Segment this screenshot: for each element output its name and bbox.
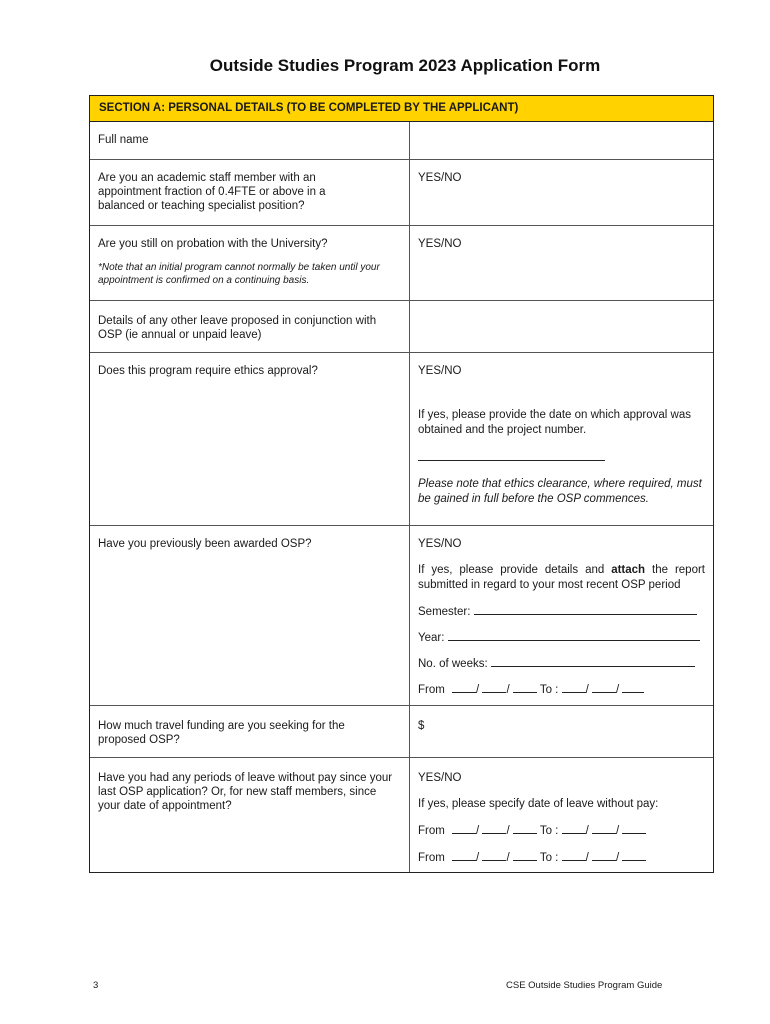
footer-guide-title: CSE Outside Studies Program Guide: [506, 980, 663, 991]
row-probation: [90, 226, 713, 301]
previous-osp-label: Have you previously been awarded OSP?: [90, 526, 410, 705]
lwp-from-label-2: From: [418, 852, 445, 864]
lwp-label: Have you had any periods of leave without pay since your last OSP application? Or, for new staff members, since your date of appointment?: [90, 758, 410, 872]
lwp1-from-year-field[interactable]: [513, 823, 537, 834]
lwp-to-label-1: To :: [539, 825, 559, 837]
year-label: Year:: [418, 632, 445, 644]
ethics-label: Does this program require ethics approval?: [90, 353, 410, 525]
weeks-field[interactable]: [491, 656, 695, 667]
lwp-cell: [410, 758, 713, 872]
row-previous-osp: [90, 526, 713, 706]
probation-cell: [90, 226, 410, 300]
semester-line: [418, 604, 705, 619]
ethics-cell: [410, 353, 713, 525]
other-leave-label: Details of any other leave proposed in conjunction with OSP (ie annual or unpaid leave): [90, 301, 410, 352]
lwp1-to-day-field[interactable]: [562, 823, 586, 834]
lwp-to-label-2: To :: [539, 852, 559, 864]
row-academic-staff: [90, 160, 713, 226]
to-label: To :: [539, 684, 559, 696]
probation-answer[interactable]: YES/NO: [418, 238, 462, 250]
year-field[interactable]: [448, 630, 700, 641]
to-month-field[interactable]: [592, 682, 616, 693]
row-ethics: [90, 353, 713, 526]
row-travel: [90, 706, 713, 758]
lwp2-to-day-field[interactable]: [562, 850, 586, 861]
lwp1-from-month-field[interactable]: [482, 823, 506, 834]
ethics-project-number-field[interactable]: [418, 450, 605, 461]
application-form: [89, 95, 714, 873]
full-name-label: Full name: [90, 122, 410, 159]
probation-note: *Note that an initial program cannot normally be taken until your appointment is confirmed on a continuing basis.: [98, 262, 380, 286]
to-day-field[interactable]: [562, 682, 586, 693]
from-label: From: [418, 684, 445, 696]
lwp1-from-day-field[interactable]: [452, 823, 476, 834]
previous-osp-cell: [410, 526, 713, 705]
lwp2-to-month-field[interactable]: [592, 850, 616, 861]
lwp1-to-year-field[interactable]: [622, 823, 646, 834]
full-name-field[interactable]: [410, 122, 713, 159]
osp-date-range: From / / To : / /: [418, 682, 705, 697]
from-month-field[interactable]: [482, 682, 506, 693]
weeks-line: [418, 656, 705, 671]
section-header: SECTION A: PERSONAL DETAILS (TO BE COMPLETED BY THE APPLICANT): [90, 96, 713, 122]
lwp-from-label-1: From: [418, 825, 445, 837]
ethics-if-yes: If yes, please provide the date on which approval was obtained and the project number.: [418, 409, 691, 436]
lwp2-from-month-field[interactable]: [482, 850, 506, 861]
form-title: Outside Studies Program 2023 Application Form: [209, 56, 601, 75]
ethics-note: Please note that ethics clearance, where required, must be gained in full before the OSP commences.: [418, 478, 702, 505]
row-full-name: [90, 122, 713, 160]
ethics-answer[interactable]: YES/NO: [418, 365, 462, 377]
academic-staff-answer[interactable]: YES/NO: [418, 172, 462, 184]
previous-osp-answer[interactable]: YES/NO: [418, 538, 462, 550]
weeks-label: No. of weeks:: [418, 658, 488, 670]
lwp-date-range-2: From / / To : / /: [418, 850, 705, 865]
row-leave-without-pay: [90, 758, 713, 872]
to-year-field[interactable]: [622, 682, 644, 693]
lwp-date-range-1: From / / To : / /: [418, 823, 705, 838]
other-leave-field[interactable]: [410, 301, 713, 352]
semester-label: Semester:: [418, 606, 471, 618]
lwp2-from-day-field[interactable]: [452, 850, 476, 861]
lwp2-to-year-field[interactable]: [622, 850, 646, 861]
travel-answer[interactable]: $: [418, 720, 425, 732]
from-year-field[interactable]: [513, 682, 537, 693]
lwp1-to-month-field[interactable]: [592, 823, 616, 834]
page-number: 3: [93, 980, 99, 991]
probation-label: Are you still on probation with the University?: [98, 238, 328, 250]
academic-staff-label: Are you an academic staff member with an appointment fraction of 0.4FTE or above in a balanced or teaching specialist position?: [90, 160, 410, 225]
year-line: [418, 630, 705, 645]
semester-field[interactable]: [474, 604, 697, 615]
previous-osp-if-yes: If yes, please provide details and attach the report submitted in regard to your most recent OSP period: [418, 564, 706, 591]
from-day-field[interactable]: [452, 682, 476, 693]
travel-label: How much travel funding are you seeking for the proposed OSP?: [90, 706, 410, 757]
lwp2-from-year-field[interactable]: [513, 850, 537, 861]
row-other-leave: [90, 301, 713, 353]
lwp-answer[interactable]: YES/NO: [418, 772, 462, 784]
lwp-if-yes: If yes, please specify date of leave without pay:: [418, 798, 659, 810]
